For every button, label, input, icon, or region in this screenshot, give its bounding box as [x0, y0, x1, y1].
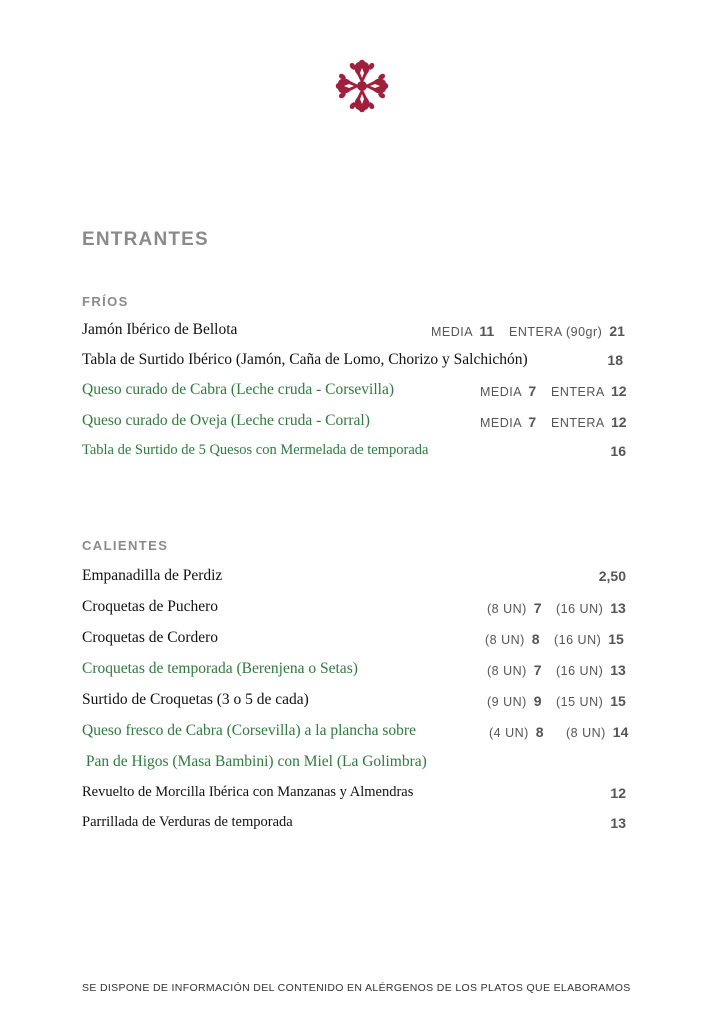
menu-item-continuation [82, 753, 626, 777]
dish-name: Queso fresco de Cabra (Corsevilla) a la plancha sobre [82, 722, 416, 739]
price-large: (8 UN) 14 [566, 724, 629, 740]
price-large: (16 UN) 15 [554, 631, 624, 647]
menu-item [82, 629, 626, 653]
fleur-cross-icon [330, 54, 394, 118]
price-small: (8 UN) 7 [487, 600, 542, 616]
price-media: MEDIA 7 [480, 383, 537, 399]
dish-name: Jamón Ibérico de Bellota [82, 321, 238, 338]
price-large: (16 UN) 13 [556, 600, 626, 616]
allergen-notice: SE DISPONE DE INFORMACIÓN DEL CONTENIDO EN ALÉRGENOS DE LOS PLATOS QUE ELABORAMOS [82, 982, 631, 994]
dish-price: 18 [607, 352, 623, 368]
price-small: (9 UN) 9 [487, 693, 542, 709]
dish-name: Empanadilla de Perdiz [82, 567, 223, 584]
dish-name: Queso curado de Cabra (Leche cruda - Corsevilla) [82, 381, 395, 398]
section-title: ENTRANTES [82, 229, 209, 250]
dish-name: Tabla de Surtido Ibérico (Jamón, Caña de Lomo, Chorizo y Salchichón) [82, 351, 528, 368]
price-small: (8 UN) 7 [487, 662, 542, 678]
menu-item [82, 351, 626, 375]
dish-name: Surtido de Croquetas (3 o 5 de cada) [82, 691, 309, 708]
price-entera: ENTERA (90gr) 21 [509, 323, 625, 339]
dish-name: Queso curado de Oveja (Leche cruda - Corral) [82, 412, 370, 429]
dish-name: Croquetas de Cordero [82, 629, 219, 646]
price-entera: ENTERA 12 [551, 383, 627, 399]
subsection-heading-frios: FRÍOS [82, 294, 129, 309]
dish-price: 13 [610, 815, 626, 831]
price-large: (15 UN) 15 [556, 693, 626, 709]
price-media: MEDIA 7 [480, 414, 537, 430]
price-entera: ENTERA 12 [551, 414, 627, 430]
menu-item [82, 412, 626, 436]
menu-item [82, 442, 626, 466]
price-small: (8 UN) 8 [485, 631, 540, 647]
menu-item [82, 691, 626, 715]
dish-price: 12 [610, 785, 626, 801]
menu-item [82, 381, 626, 405]
menu-item [82, 660, 626, 684]
dish-name: Revuelto de Morcilla Ibérica con Manzanas y Almendras [82, 784, 414, 800]
dish-name: Pan de Higos (Masa Bambini) con Miel (La Golimbra) [82, 753, 427, 770]
price-large: (16 UN) 13 [556, 662, 626, 678]
dish-price: 16 [610, 443, 626, 459]
menu-item [82, 722, 629, 746]
menu-item [82, 814, 626, 838]
price-small: (4 UN) 8 [489, 724, 544, 740]
subsection-heading-calientes: CALIENTES [82, 538, 169, 553]
menu-item [82, 784, 626, 808]
menu-item [82, 321, 626, 345]
menu-item [82, 598, 626, 622]
menu-item [82, 567, 626, 591]
dish-name: Tabla de Surtido de 5 Quesos con Mermelada de temporada [82, 442, 429, 458]
dish-price: 2,50 [598, 568, 626, 584]
dish-name: Parrillada de Verduras de temporada [82, 814, 293, 830]
price-media: MEDIA 11 [431, 323, 495, 339]
dish-name: Croquetas de temporada (Berenjena o Setas) [82, 660, 358, 677]
dish-name: Croquetas de Puchero [82, 598, 219, 615]
